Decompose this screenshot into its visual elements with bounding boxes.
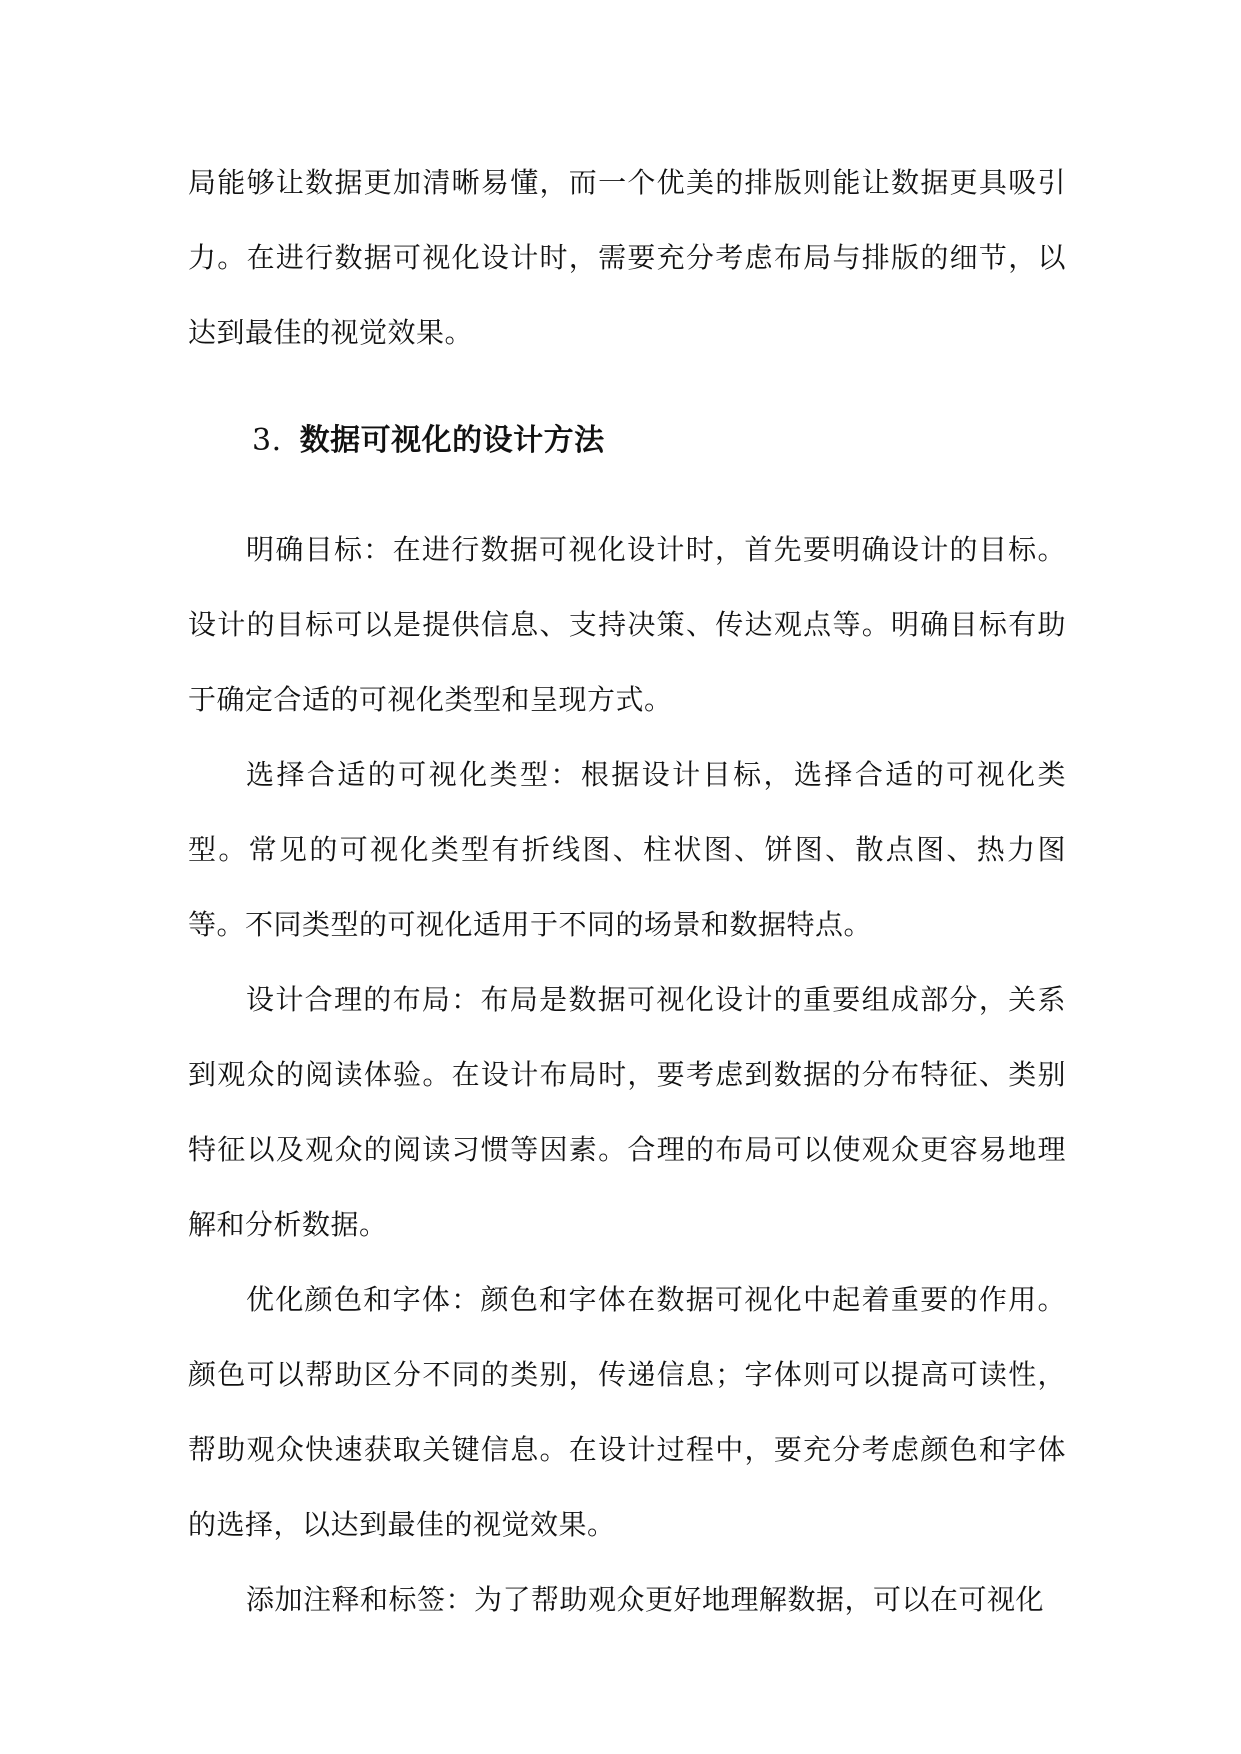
section-title: 数据可视化的设计方法 — [299, 423, 605, 458]
paragraph-layout: 设计合理的布局：布局是数据可视化设计的重要组成部分，关系到观众的阅读体验。在设计布局时，要考虑到数据的分布特征、类别特征以及观众的阅读习惯等因素。合理的布局可以使观众更容易地理解和分析数据。 — [188, 983, 1066, 1241]
paragraph-choose-type: 选择合适的可视化类型：根据设计目标，选择合适的可视化类型。常见的可视化类型有折线图、柱状图、饼图、散点图、热力图等。不同类型的可视化适用于不同的场景和数据特点。 — [188, 758, 1066, 941]
paragraph-define-goals: 明确目标：在进行数据可视化设计时，首先要明确设计的目标。设计的目标可以是提供信息、支持决策、传达观点等。明确目标有助于确定合适的可视化类型和呈现方式。 — [188, 533, 1066, 716]
document-body — [188, 145, 1066, 1637]
paragraph-color-font: 优化颜色和字体：颜色和字体在数据可视化中起着重要的作用。颜色可以帮助区分不同的类别，传递信息；字体则可以提高可读性，帮助观众快速获取关键信息。在设计过程中，要充分考虑颜色和字体的选择，以达到最佳的视觉效果。 — [188, 1283, 1066, 1541]
section-number: 3. — [252, 423, 282, 458]
intro-paragraph: 局能够让数据更加清晰易懂，而一个优美的排版则能让数据更具吸引力。在进行数据可视化设计时，需要充分考虑布局与排版的细节，以达到最佳的视觉效果。 — [188, 166, 1066, 349]
section-heading — [188, 370, 1066, 512]
paragraph-annotations: 添加注释和标签：为了帮助观众更好地理解数据，可以在可视化 — [246, 1583, 1045, 1616]
